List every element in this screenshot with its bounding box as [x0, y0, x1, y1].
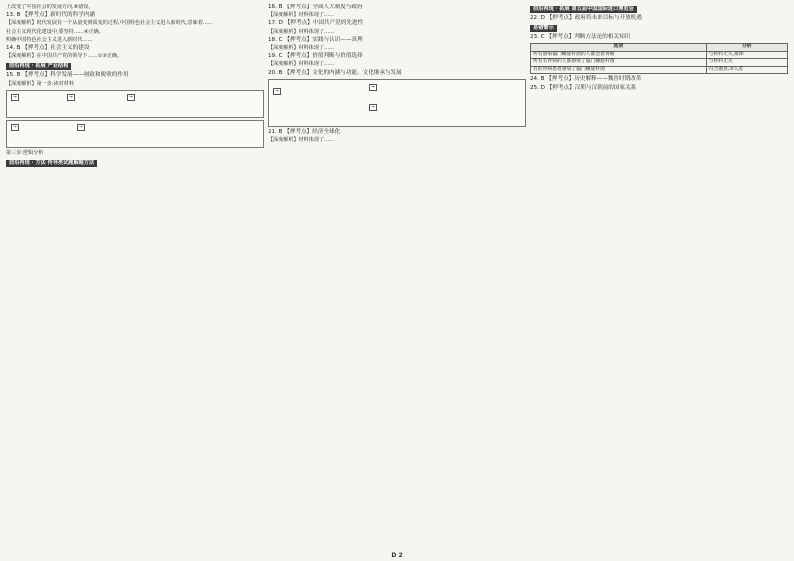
- text-line: 【深度解析】材料体现了……: [268, 137, 335, 144]
- table-row: [531, 66, 788, 74]
- diagram-node: →: [13, 124, 17, 130]
- question-22: 22. D 【押考点】政府将未来目标与开放机遇: [530, 15, 642, 21]
- page-number: D 2: [391, 552, 403, 559]
- diagram-node: →: [129, 94, 133, 100]
- analysis-table: [530, 43, 788, 74]
- text-line: 【深度解析】第一步:读对材料: [6, 80, 74, 87]
- text-line: 上改变了中国社会的发展方向,⑥错误。: [6, 4, 94, 10]
- table-cell: 符合题意,③入选: [706, 66, 787, 74]
- analysis-diagram: [268, 79, 526, 127]
- question-25: 25. D 【押考点】汉朝与汉朝前的国家关系: [530, 84, 637, 91]
- text-line: 【深度解析】在中国共产党的领导下……①③正确。: [6, 53, 123, 60]
- expo-box-header: 前沿再现 · 拓展 第五届中国国际进口博览会: [530, 6, 637, 13]
- diagram-node: →: [79, 124, 83, 130]
- text-line: 【深度解析】材料体现了……: [268, 28, 335, 35]
- text-line: 社会主义现代化建设中,要坚持……④正确。: [6, 28, 104, 35]
- column-2: [268, 4, 526, 552]
- text-line: 【深度解析】材料体现了……: [268, 45, 335, 52]
- diagram-node: →: [275, 88, 279, 94]
- table-cell: 所有有胃病的人都感染了偏门螺旋杆菌: [531, 59, 707, 67]
- column-3: [530, 4, 788, 552]
- text-line: 【深度解析】材料体现了……: [268, 12, 335, 19]
- question-23: 23. C 【押考点】判断方法论的相关知识: [530, 34, 631, 41]
- text-line: 明确中国特色社会主义进入新时代……: [6, 36, 93, 43]
- table-header: 分析: [706, 44, 787, 52]
- method-box-header: 前沿再现 · 方法 传导类试题解题方法: [6, 160, 97, 167]
- column-1: [6, 4, 264, 552]
- table-cell: 所有感染偏门螺旋杆菌的人都会患胃癌: [531, 51, 707, 59]
- expand-box-header: 前沿再现 · 拓展 产业结构: [6, 63, 71, 70]
- question-14: 14. B 【押考点】社会主义的建设: [6, 45, 90, 52]
- table-row: [531, 51, 788, 59]
- document-page: [6, 4, 788, 552]
- table-cell: 与材料无关: [706, 59, 787, 67]
- question-20: 20. B 【押考点】文化的内涵与功能、文化继承与发展: [268, 69, 402, 76]
- question-21: 21. B 【押考点】经济全球化: [268, 128, 341, 135]
- warning-box-header: 易错警示: [530, 25, 557, 32]
- question-15: 15. B 【押考点】科学发展——财政和税收的作用: [6, 72, 129, 79]
- table-cell: 与材料无关,排除: [706, 51, 787, 59]
- table-cell: 有的胃病患者感染了偏门螺旋杆菌: [531, 66, 707, 74]
- question-13: 13. B 【押考点】新时代的科学内涵: [6, 12, 96, 19]
- text-line: 【深度解析】材料体现了……: [268, 61, 335, 68]
- question-17: 17. D 【押考点】中国共产党的先进性: [268, 20, 364, 27]
- diagram-node: →: [371, 104, 375, 110]
- text-line: 第三步:逻辑分析: [6, 149, 44, 156]
- flow-diagram: [6, 120, 264, 148]
- diagram-node: →: [69, 94, 73, 100]
- flow-diagram: [6, 90, 264, 118]
- diagram-node: →: [371, 84, 375, 90]
- question-16: 16. B 【押考点】全面人大制度与政府: [268, 4, 363, 10]
- question-24: 24. B 【押考点】历史解释——魏晋时期改革: [530, 76, 642, 83]
- question-18: 18. C 【押考点】实践与认识——真理: [268, 36, 363, 43]
- question-19: 19. C 【押考点】价值判断与价值选择: [268, 53, 363, 60]
- text-line: 【深度解析】时代发展有一个从量变到质变的过程,中国特色社会主义进入新时代,意味着……: [6, 20, 213, 27]
- table-row: [531, 59, 788, 67]
- table-header: 选项: [531, 44, 707, 52]
- diagram-node: →: [13, 94, 17, 100]
